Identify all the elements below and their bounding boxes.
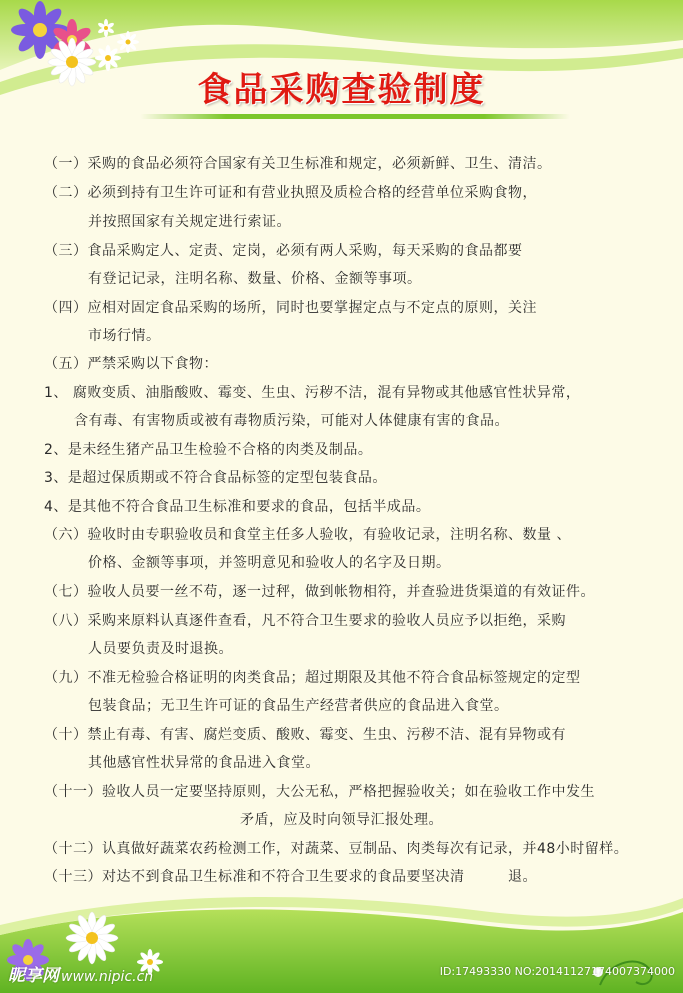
watermark-id: ID:17493330 NO:20141127174007374000 [439, 965, 675, 978]
rule-line: （一）采购的食品必须符合国家有关卫生标准和规定，必须新鲜、卫生、清洁。 [44, 156, 552, 172]
rule-line: （三）食品采购定人、定责、定岗，必须有两人采购，每天采购的食品都要 [44, 243, 523, 259]
rule-line: 价格、金额等事项，并签明意见和验收人的名字及日期。 [88, 555, 451, 571]
rule-line: 市场行情。 [88, 328, 161, 344]
rule-line: 并按照国家有关规定进行索证。 [88, 214, 291, 230]
rule-line: 其他感官性状异常的食品进入食堂。 [88, 755, 320, 771]
rule-line: 含有毒、有害物质或被有毒物质污染，可能对人体健康有害的食品。 [74, 413, 509, 429]
rule-line: （四）应相对固定食品采购的场所，同时也要掌握定点与不定点的原则，关注 [44, 300, 537, 316]
rule-line: （二）必须到持有卫生许可证和有营业执照及质检合格的经营单位采购食物， [44, 185, 537, 201]
rule-line: 2、是未经生猪产品卫生检验不合格的肉类及制品。 [44, 442, 373, 458]
rule-line: 4、是其他不符合食品卫生标准和要求的食品，包括半成品。 [44, 499, 431, 515]
rule-line: （十二）认真做好蔬菜农药检测工作，对蔬菜、豆制品、肉类每次有记录，并48小时留样。 [44, 841, 629, 857]
page-title: 食品采购查验制度 [197, 70, 486, 110]
watermark-brand-name: 昵享网 [8, 966, 59, 986]
rule-line: 人员要负责及时退换。 [88, 641, 233, 657]
rule-line: （八）采购来原料认真逐件查看，凡不符合卫生要求的验收人员应予以拒绝，采购 [44, 613, 566, 629]
rule-line: 1、 腐败变质、油脂酸败、霉变、生虫、污秽不洁，混有异物或其他感官性状异常， [44, 385, 581, 401]
title-underline [140, 114, 570, 119]
rule-line: （六）验收时由专职验收员和食堂主任多人验收，有验收记录，注明名称、数量 、 [44, 527, 571, 543]
rule-line: 有登记记录，注明名称、数量、价格、金额等事项。 [88, 271, 422, 287]
rule-line: （九）不准无检验合格证明的肉类食品；超过期限及其他不符合食品标签规定的定型 [44, 670, 581, 686]
rule-line: （五）严禁采购以下食物： [44, 356, 218, 372]
rule-line: 3、是超过保质期或不符合食品标签的定型包装食品。 [44, 470, 387, 486]
watermark-brand [8, 961, 153, 986]
rule-line: 包装食品；无卫生许可证的食品生产经营者供应的食品进入食堂。 [88, 698, 509, 714]
rule-line: 矛盾，应及时向领导汇报处理。 [240, 812, 443, 828]
rule-line: （十）禁止有毒、有害、腐烂变质、酸败、霉变、生虫、污秽不洁、混有异物或有 [44, 727, 566, 743]
rule-line: （十三）对达不到食品卫生标准和不符合卫生要求的食品要坚决清 退。 [44, 869, 537, 885]
watermark-site: www.nipic.cn [61, 969, 154, 985]
rule-line: （十一）验收人员一定要坚持原则，大公无私，严格把握验收关；如在验收工作中发生 [44, 784, 595, 800]
small-daisy-icon [117, 31, 139, 53]
rule-line: （七）验收人员要一丝不苟，逐一过秤，做到帐物相符，并查验进货渠道的有效证件。 [44, 584, 595, 600]
